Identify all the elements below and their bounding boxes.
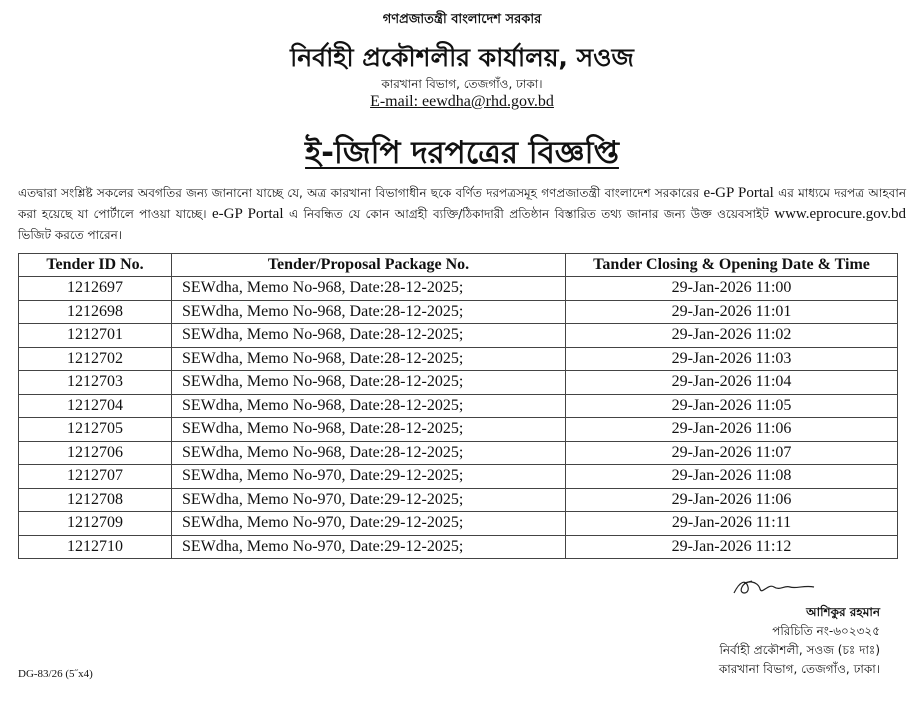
egp-portal-text-2: e-GP Portal [212, 206, 284, 222]
table-row [19, 347, 898, 371]
package-cell: SEWdha, Memo No-970, Date:29-12-2025; [172, 512, 566, 536]
government-name: গণপ্রজাতন্ত্রী বাংলাদেশ সরকার [382, 12, 542, 27]
intro-text-4: ভিজিট করতে পারেন। [18, 228, 123, 242]
package-cell: SEWdha, Memo No-968, Date:28-12-2025; [172, 277, 566, 301]
package-cell: SEWdha, Memo No-968, Date:28-12-2025; [172, 347, 566, 371]
signatory-name: আশিকুর রহমান [806, 605, 880, 619]
tender-id-cell: 1212706 [19, 441, 172, 465]
notice-title [0, 129, 924, 181]
tender-table-body [19, 277, 898, 559]
table-row [19, 324, 898, 348]
package-cell: SEWdha, Memo No-970, Date:29-12-2025; [172, 488, 566, 512]
tender-id-cell: 1212698 [19, 300, 172, 324]
header-package-no: Tender/Proposal Package No. [172, 254, 566, 277]
package-cell: SEWdha, Memo No-968, Date:28-12-2025; [172, 324, 566, 348]
package-cell: SEWdha, Memo No-970, Date:29-12-2025; [172, 535, 566, 559]
table-row [19, 394, 898, 418]
table-row [19, 441, 898, 465]
signatory-address: কারখানা বিভাগ, তেজগাঁও, ঢাকা। [718, 662, 880, 676]
notice-title-text: ই-জিপি দরপত্রের বিজ্ঞপ্তি [305, 135, 619, 171]
intro-text-1: এতদ্বারা সংশ্লিষ্ট সকলের অবগতির জন্য জানানো যাচ্ছে যে, অত্র কারখানা বিভাগাধীন ছকে বর্ণিত দরপত্রসমূহ গণপ্রজাতন্ত্রী বাংলাদেশ সরকারের [18, 186, 704, 200]
tender-id-cell: 1212705 [19, 418, 172, 442]
package-cell: SEWdha, Memo No-970, Date:29-12-2025; [172, 465, 566, 489]
office-name: নির্বাহী প্রকৌশলীর কার্যালয়, সওজ [290, 43, 634, 72]
table-row [19, 512, 898, 536]
signatory-designation: নির্বাহী প্রকৌশলী, সওজ (চঃ দাঃ) [719, 643, 880, 657]
table-row [19, 465, 898, 489]
package-cell: SEWdha, Memo No-968, Date:28-12-2025; [172, 371, 566, 395]
tender-table [18, 253, 898, 559]
email-text: E-mail: eewdha@rhd.gov.bd [370, 93, 554, 110]
website-text: www.eprocure.gov.bd [774, 206, 906, 222]
intro-paragraph [18, 183, 906, 246]
reference-code: DG-83/26 (5˝x4) [18, 668, 93, 680]
datetime-cell: 29-Jan-2026 11:00 [566, 277, 898, 301]
datetime-cell: 29-Jan-2026 11:01 [566, 300, 898, 324]
datetime-cell: 29-Jan-2026 11:02 [566, 324, 898, 348]
office-email [0, 93, 924, 111]
header-tender-id: Tender ID No. [19, 254, 172, 277]
datetime-cell: 29-Jan-2026 11:07 [566, 441, 898, 465]
tender-id-cell: 1212709 [19, 512, 172, 536]
datetime-cell: 29-Jan-2026 11:06 [566, 488, 898, 512]
table-header-row [19, 254, 898, 277]
datetime-cell: 29-Jan-2026 11:03 [566, 347, 898, 371]
tender-id-cell: 1212704 [19, 394, 172, 418]
tender-id-cell: 1212707 [19, 465, 172, 489]
signature-mark [730, 575, 820, 599]
tender-id-cell: 1212703 [19, 371, 172, 395]
package-cell: SEWdha, Memo No-968, Date:28-12-2025; [172, 300, 566, 324]
datetime-cell: 29-Jan-2026 11:05 [566, 394, 898, 418]
table-row [19, 418, 898, 442]
tender-id-cell: 1212701 [19, 324, 172, 348]
header-closing-date: Tander Closing & Opening Date & Time [566, 254, 898, 277]
package-cell: SEWdha, Memo No-968, Date:28-12-2025; [172, 394, 566, 418]
package-cell: SEWdha, Memo No-968, Date:28-12-2025; [172, 441, 566, 465]
table-row [19, 277, 898, 301]
tender-id-cell: 1212702 [19, 347, 172, 371]
signatory-block [660, 603, 880, 679]
datetime-cell: 29-Jan-2026 11:08 [566, 465, 898, 489]
tender-id-cell: 1212697 [19, 277, 172, 301]
datetime-cell: 29-Jan-2026 11:04 [566, 371, 898, 395]
table-row [19, 535, 898, 559]
egp-portal-text-1: e-GP Portal [703, 185, 774, 201]
signatory-id: পরিচিতি নং-৬০২৩২৫ [772, 624, 880, 638]
tender-id-cell: 1212708 [19, 488, 172, 512]
datetime-cell: 29-Jan-2026 11:06 [566, 418, 898, 442]
package-cell: SEWdha, Memo No-968, Date:28-12-2025; [172, 418, 566, 442]
intro-text-3: এ নিবন্ধিত যে কোন আগ্রহী ব্যক্তি/ঠিকাদারী প্রতিষ্ঠান বিস্তারিত তথ্য জানার জন্য উক্ত ওয়েবসাইট [283, 207, 775, 221]
table-row [19, 300, 898, 324]
datetime-cell: 29-Jan-2026 11:11 [566, 512, 898, 536]
datetime-cell: 29-Jan-2026 11:12 [566, 535, 898, 559]
table-row [19, 371, 898, 395]
office-address: কারখানা বিভাগ, তেজগাঁও, ঢাকা। [381, 77, 543, 91]
table-row [19, 488, 898, 512]
intro-text-2: এর মাধ্যমে দরপত্র আহবান করা হয়েছে যা পোর্টালে পাওয়া যাচ্ছে। [18, 186, 906, 221]
tender-id-cell: 1212710 [19, 535, 172, 559]
